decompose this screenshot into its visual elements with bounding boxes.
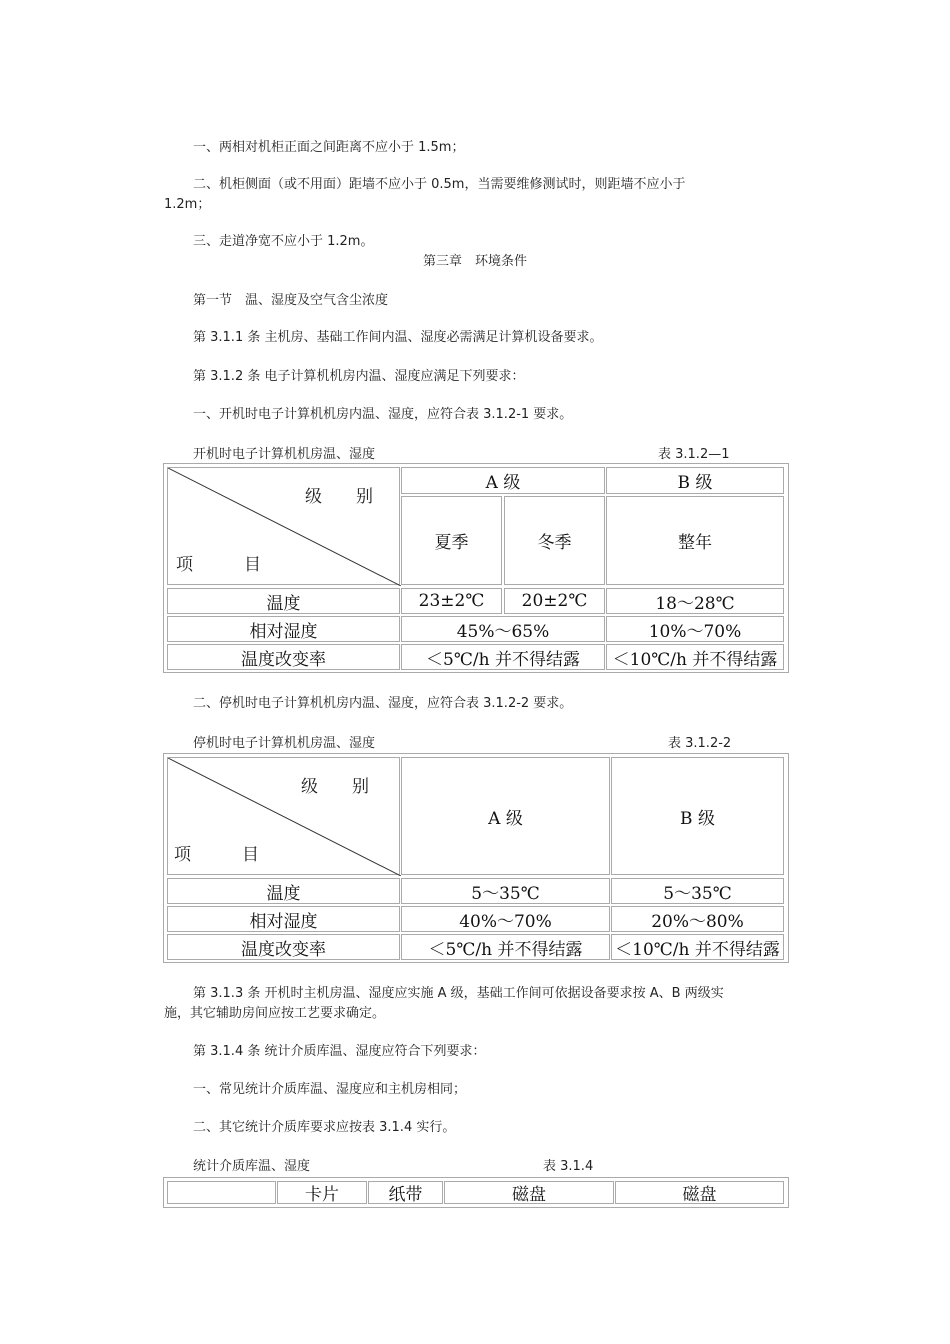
table-media-conditions xyxy=(163,1177,789,1208)
table2-temperature-b: 5～35℃ xyxy=(611,878,784,904)
table1-caption: 开机时电子计算机机房温、湿度 xyxy=(193,447,376,462)
table1-row-humidity-label: 相对湿度 xyxy=(167,616,400,642)
chapter-title: 第三章 环境条件 xyxy=(422,254,527,269)
paragraph-aisle-width: 三、走道净宽不应小于 1.2m。 xyxy=(193,234,374,249)
table3-header-disk-1: 磁盘 xyxy=(444,1181,614,1204)
table2-caption: 停机时电子计算机机房温、湿度 xyxy=(193,736,376,751)
table2-rate-a: ＜5℃/h 并不得结露 xyxy=(401,934,610,960)
article-3-1-1: 第 3.1.1 条 主机房、基础工作间内温、湿度必需满足计算机设备要求。 xyxy=(193,330,603,345)
table2-corner-cell xyxy=(167,757,400,875)
table2-humidity-b: 20%～80% xyxy=(611,906,784,932)
table2-number: 表 3.1.2-2 xyxy=(668,736,732,751)
table3-corner-cell xyxy=(167,1181,276,1204)
article-3-1-2: 第 3.1.2 条 电子计算机机房内温、湿度应满足下列要求： xyxy=(193,369,525,384)
table1-corner-cell xyxy=(167,467,400,585)
section-title: 第一节 温、湿度及空气含尘浓度 xyxy=(193,293,389,308)
item-power-on: 一、开机时电子计算机机房内温、湿度，应符合表 3.1.2-1 要求。 xyxy=(193,407,573,422)
table3-header-card: 卡片 xyxy=(277,1181,367,1204)
table2-row-temperature-label: 温度 xyxy=(167,878,400,904)
table2-corner-grade-label: 级 别 xyxy=(301,777,369,797)
article-3-1-3-line2: 施，其它辅助房间应按工艺要求确定。 xyxy=(164,1006,386,1021)
table-power-off-conditions xyxy=(163,753,789,963)
table1-row-temperature-label: 温度 xyxy=(167,588,400,614)
table1-year-header: 整年 xyxy=(606,496,784,585)
table2-humidity-a: 40%～70% xyxy=(401,906,610,932)
paragraph-cabinet-wall-line2: 1.2m； xyxy=(164,197,211,212)
table1-temperature-summer: 23±2℃ xyxy=(401,588,502,614)
table3-header-tape: 纸带 xyxy=(368,1181,443,1204)
table3-caption: 统计介质库温、湿度 xyxy=(193,1159,311,1174)
table1-humidity-a: 45%～65% xyxy=(401,616,605,642)
paragraph-cabinet-wall-line1: 二、机柜侧面（或不用面）距墙不应小于 0.5m，当需要维修测试时，则距墙不应小于 xyxy=(193,177,686,192)
table1-corner-grade-label: 级 别 xyxy=(305,487,373,507)
table1-number: 表 3.1.2—1 xyxy=(658,447,730,462)
table1-temperature-b: 18～28℃ xyxy=(606,588,784,614)
table2-row-humidity-label: 相对湿度 xyxy=(167,906,400,932)
table1-row-rate-label: 温度改变率 xyxy=(167,644,400,670)
paragraph-cabinet-distance: 一、两相对机柜正面之间距离不应小于 1.5m； xyxy=(193,140,465,155)
table1-corner-item-label: 项 目 xyxy=(176,555,261,575)
article-3-1-3-line1: 第 3.1.3 条 开机时主机房温、湿度应实施 A 级，基础工作间可依据设备要求按 A、B 两级实 xyxy=(193,986,724,1001)
item-power-off: 二、停机时电子计算机机房内温、湿度，应符合表 3.1.2-2 要求。 xyxy=(193,696,573,711)
table3-number: 表 3.1.4 xyxy=(543,1159,594,1174)
item-media-other: 二、其它统计介质库要求应按表 3.1.4 实行。 xyxy=(193,1120,456,1135)
table2-grade-b-header: B 级 xyxy=(611,757,784,875)
table1-temperature-winter: 20±2℃ xyxy=(504,588,605,614)
table2-corner-item-label: 项 目 xyxy=(174,845,259,865)
table2-row-rate-label: 温度改变率 xyxy=(167,934,400,960)
table3-header-disk-2: 磁盘 xyxy=(615,1181,784,1204)
table2-temperature-a: 5～35℃ xyxy=(401,878,610,904)
table2-rate-b: ＜10℃/h 并不得结露 xyxy=(611,934,784,960)
table1-grade-b-header: B 级 xyxy=(606,467,784,494)
item-media-same: 一、常见统计介质库温、湿度应和主机房相同； xyxy=(193,1082,467,1097)
table1-rate-b: ＜10℃/h 并不得结露 xyxy=(606,644,784,670)
table1-humidity-b: 10%～70% xyxy=(606,616,784,642)
article-3-1-4: 第 3.1.4 条 统计介质库温、湿度应符合下列要求： xyxy=(193,1044,486,1059)
table1-winter-header: 冬季 xyxy=(504,496,605,585)
table-power-on-conditions xyxy=(163,463,789,673)
table2-grade-a-header: A 级 xyxy=(401,757,610,875)
table1-grade-a-header: A 级 xyxy=(401,467,605,494)
table1-rate-a: ＜5℃/h 并不得结露 xyxy=(401,644,605,670)
table1-summer-header: 夏季 xyxy=(401,496,502,585)
